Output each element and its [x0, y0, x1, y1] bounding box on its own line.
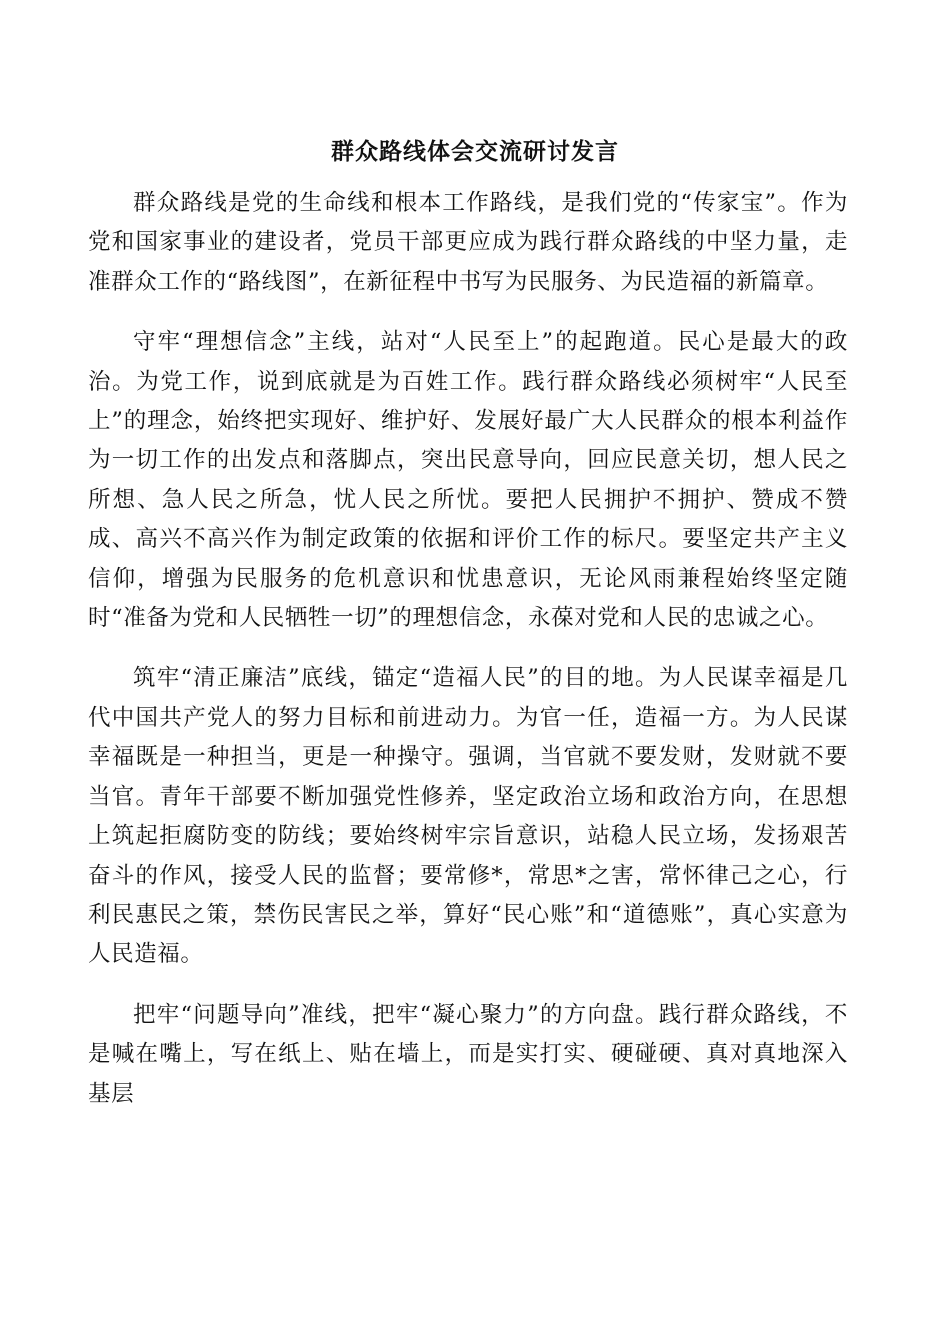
paragraph-integrity: 筑牢“清正廉洁”底线，锚定“造福人民”的目的地。为人民谋幸福是几代中国共产党人的努力目标和前进动力。为官一任，造福一方。为人民谋幸福既是一种担当，更是一种操守。强调，当官就不要发财，发财就不要当官。青年干部要不断加强党性修养，坚定政治立场和政治方向，在思想上筑起拒腐防变的防线；要始终树牢宗旨意识，站稳人民立场，发扬艰苦奋斗的作风，接受人民的监督；要常修*，常思*之害，常怀律己之心，行利民惠民之策，禁伤民害民之举，算好“民心账”和“道德账”，真心实意为人民造福。 — [88, 665, 848, 968]
document-title: 群众路线体会交流研讨发言 — [331, 138, 619, 165]
paragraph-ideals-beliefs: 守牢“理想信念”主线，站对“人民至上”的起跑道。民心是最大的政治。为党工作，说到底就是为百姓工作。践行群众路线必须树牢“人民至上”的理念，始终把实现好、维护好、发展好最广大人民群众的根本利益作为一切工作的出发点和落脚点，突出民意导向，回应民意关切，想人民之所想、急人民之所急，忧人民之所忧。要把人民拥护不拥护、赞成不赞成、高兴不高兴作为制定政策的依据和评价工作的标尺。要坚定共产主义信仰，增强为民服务的危机意识和忧患意识，无论风雨兼程始终坚定随时“准备为党和人民牺牲一切”的理想信念，永葆对党和人民的忠诚之心。 — [88, 329, 848, 632]
paragraph-problem-oriented: 把牢“问题导向”准线，把牢“凝心聚力”的方向盘。践行群众路线，不是喊在嘴上，写在纸上、贴在墙上，而是实打实、硬碰硬、真对真地深入基层 — [88, 1001, 848, 1107]
document-body — [88, 184, 848, 1135]
paragraph-intro: 群众路线是党的生命线和根本工作路线，是我们党的“传家宝”。作为党和国家事业的建设者，党员干部更应成为践行群众路线的中坚力量，走准群众工作的“路线图”，在新征程中书写为民服务、为民造福的新篇章。 — [88, 190, 848, 295]
